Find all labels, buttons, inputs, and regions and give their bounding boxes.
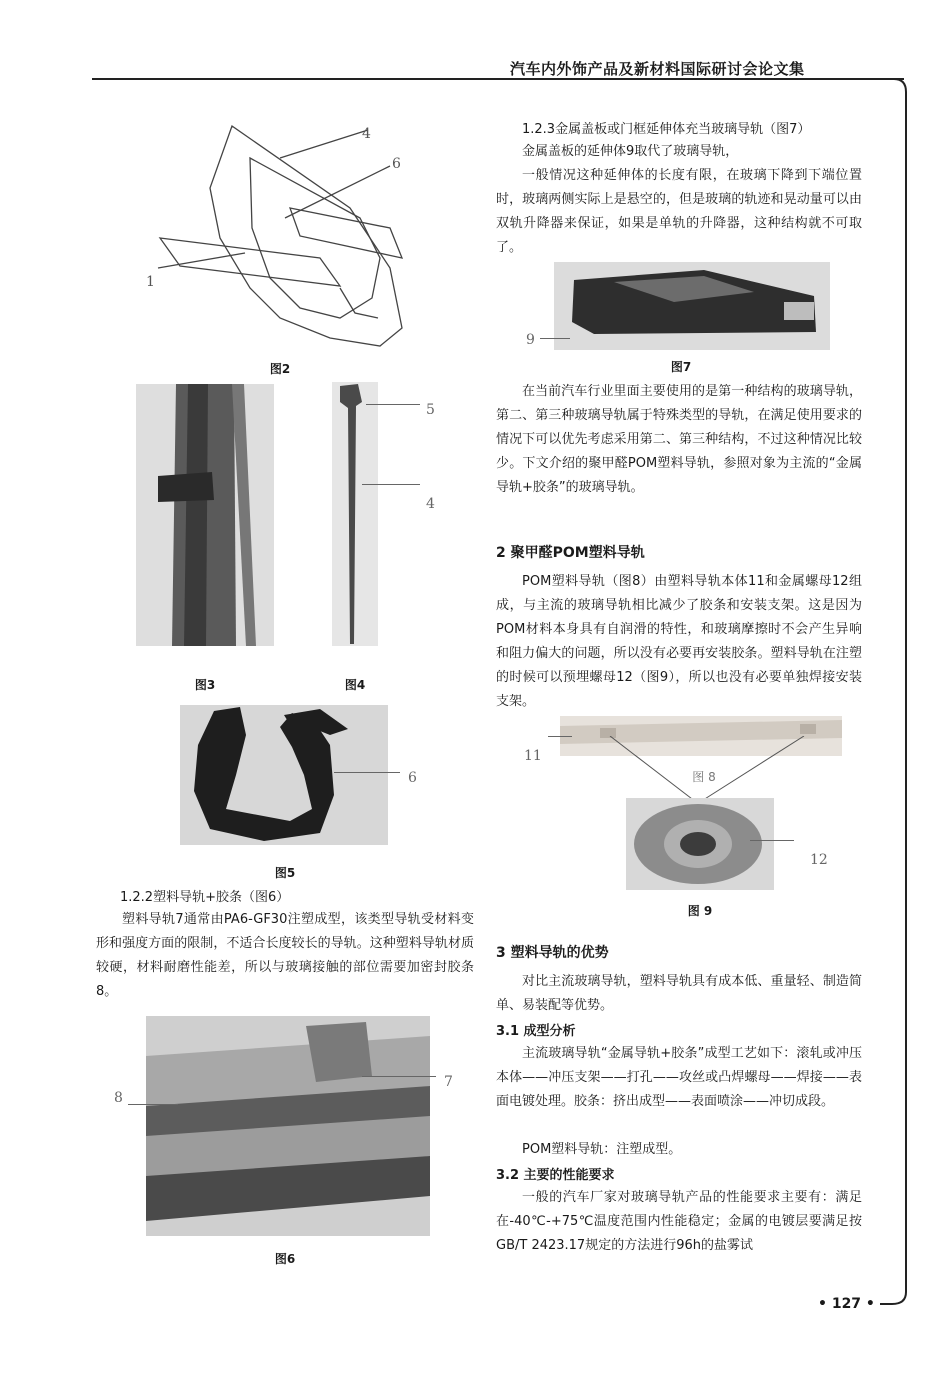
- fig8-label-11: 11: [524, 748, 542, 764]
- figure-6-photo: [146, 1016, 430, 1236]
- figure-7-photo: [554, 262, 830, 350]
- fig8-caption: 图 8: [692, 770, 716, 784]
- figure-2-drawing: [140, 118, 440, 350]
- figure-4-photo: [332, 382, 378, 646]
- fig6-caption: 图6: [274, 1252, 296, 1266]
- page-number: • 127 •: [818, 1296, 875, 1312]
- current-practice-paragraph: 在当前汽车行业里面主要使用的是第一种结构的玻璃导轨，第二、第三种玻璃导轨属于特殊类型的导轨，在满足使用要求的情况下可以优先考虑采用第二、第三种结构，不过这种情况比较少。下文介绍的聚甲醛POM塑料导轨，参照对象为主流的“金属导轨+胶条”的玻璃导轨。: [496, 384, 862, 495]
- fig3-caption: 图3: [194, 678, 216, 692]
- section-1-2-3-line1: 金属盖板的延伸体9取代了玻璃导轨，: [522, 144, 739, 159]
- figure-5-photo: [180, 705, 388, 845]
- header-corner-curve: [880, 76, 914, 100]
- fig7-label-9: 9: [526, 332, 535, 348]
- fig5-caption: 图5: [274, 866, 296, 880]
- footer-corner-curve: [880, 1282, 914, 1308]
- section-1-2-2-heading: 1.2.2塑料导轨+胶条（图6）: [120, 890, 290, 905]
- section-2-heading: 2 聚甲醛POM塑料导轨: [496, 545, 645, 561]
- section-3-1-pom: POM塑料导轨：注塑成型。: [522, 1142, 682, 1157]
- header-rule: [92, 78, 904, 80]
- fig2-label-4: 4: [362, 126, 371, 142]
- journal-title: 汽车内外饰产品及新材料国际研讨会论文集: [510, 60, 805, 78]
- figure-9-photo: [626, 798, 774, 890]
- section-3-heading: 3 塑料导轨的优势: [496, 945, 609, 961]
- fig2-label-6: 6: [392, 156, 401, 172]
- right-border-rule: [905, 98, 907, 1284]
- section-1-2-3-heading: 1.2.3金属盖板或门框延伸体充当玻璃导轨（图7）: [522, 122, 811, 137]
- fig9-label-12: 12: [810, 852, 828, 868]
- fig2-label-1: 1: [146, 274, 155, 290]
- figure-3-photo: [136, 384, 274, 646]
- section-3-2-heading: 3.2 主要的性能要求: [496, 1168, 615, 1183]
- section-1-2-2-paragraph: 塑料导轨7通常由PA6-GF30注塑成型，该类型导轨受材料变形和强度方面的限制，不适合长度较长的导轨。这种塑料导轨材质较硬，材料耐磨性能差，所以与玻璃接触的部位需要加密封胶条8。: [96, 912, 474, 999]
- fig5-label-6: 6: [408, 770, 417, 786]
- fig4-label-5: 5: [426, 402, 435, 418]
- fig4-caption: 图4: [344, 678, 366, 692]
- section-1-2-3-paragraph: 一般情况这种延伸体的长度有限，在玻璃下降到下端位置时，玻璃两侧实际上是悬空的，但是玻璃的轨迹和晃动量可以由双轨升降器来保证，如果是单轨的升降器，这种结构就不可取了。: [496, 168, 862, 255]
- section-3-1-paragraph: 主流玻璃导轨“金属导轨+胶条”成型工艺如下：滚轧或冲压本体——冲压支架——打孔——攻丝或凸焊螺母——焊接——表面电镀处理。胶条：挤出成型——表面喷涂——冲切成段。: [496, 1046, 862, 1109]
- section-3-1-heading: 3.1 成型分析: [496, 1024, 576, 1039]
- fig6-label-8: 8: [114, 1090, 123, 1106]
- fig6-label-7: 7: [444, 1074, 453, 1090]
- fig7-caption: 图7: [670, 360, 692, 374]
- fig4-label-4: 4: [426, 496, 435, 512]
- fig9-caption: 图 9: [687, 904, 713, 918]
- section-3-2-paragraph: 一般的汽车厂家对玻璃导轨产品的性能要求主要有：满足在-40℃-+75℃温度范围内性能稳定；金属的电镀层要满足按GB/T 2423.17规定的方法进行96h的盐雾试: [496, 1190, 862, 1253]
- section-2-paragraph: POM塑料导轨（图8）由塑料导轨本体11和金属螺母12组成，与主流的玻璃导轨相比减少了胶条和安装支架。这是因为POM材料本身具有自润滑的特性，和玻璃摩擦时不会产生异响和阻力偏大的问题，所以没有必要再安装胶条。塑料导轨在注塑的时候可以预埋螺母12（图9），所以也没有必要单独焊接安装支架。: [496, 574, 862, 709]
- fig2-caption: 图2: [269, 362, 291, 376]
- section-3-paragraph: 对比主流玻璃导轨，塑料导轨具有成本低、重量轻、制造简单、易装配等优势。: [496, 974, 862, 1013]
